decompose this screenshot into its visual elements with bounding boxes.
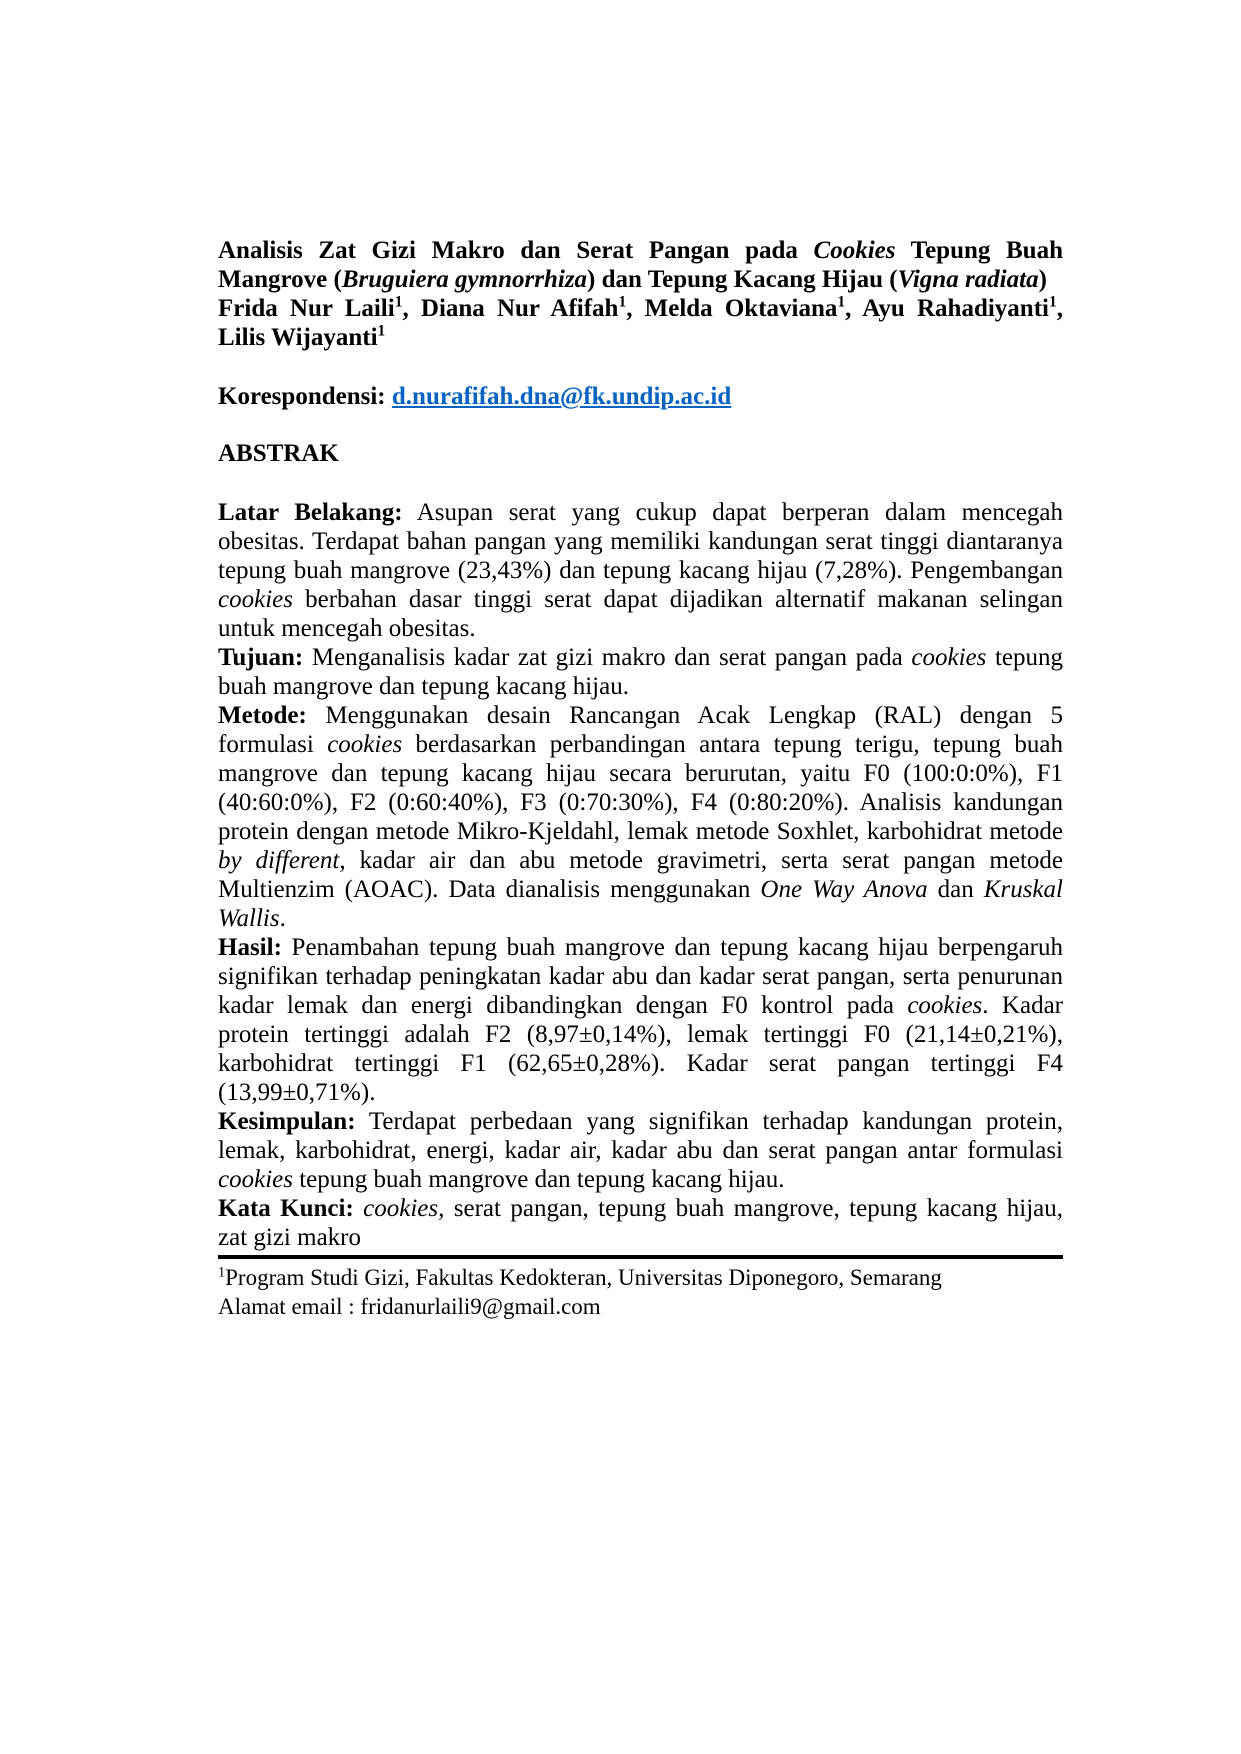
text-run: Asupan serat yang cukup dapat berperan dalam mencegah obesitas. Terdapat bahan pangan yang memiliki kandungan serat tinggi diantaranya tepung buah mangrove (23,43%) dan tepung kacang hijau (7,28%). Pengembangan	[218, 499, 1063, 584]
text-run: 1	[377, 322, 386, 340]
text-run: Latar Belakang:	[218, 499, 403, 526]
content-column	[218, 236, 1063, 1321]
abstract-heading: ABSTRAK	[218, 440, 339, 467]
correspondence-email-link[interactable]: d.nurafifah.dna@fk.undip.ac.id	[391, 383, 732, 410]
text-run: cookies	[907, 992, 983, 1019]
section-tujuan	[218, 643, 1063, 701]
text-run: )	[1038, 266, 1047, 293]
text-run: tepung buah mangrove dan tepung kacang hijau.	[218, 644, 1063, 700]
section-metode	[218, 701, 1063, 933]
text-run: by different	[218, 847, 340, 874]
text-run: 1	[394, 293, 403, 311]
section-kata-kunci	[218, 1194, 1063, 1252]
text-run: berdasarkan perbandingan antara tepung terigu, tepung buah mangrove dan tepung kacang hijau secara berurutan, yaitu F0 (100:0:0%), F1 (40:60:0%), F2 (0:60:40%), F3 (0:70:30%), F4 (0:80:20%). Analisis kandungan protein dengan metode Mikro-Kjeldahl, lemak metode Soxhlet, karbohidrat metode	[218, 731, 1063, 845]
text-run: , kadar air dan abu metode gravimetri, serta serat pangan metode Multienzim (AOAC). Data dianalisis menggunakan	[218, 847, 1064, 903]
text-run: Analisis Zat Gizi Makro dan Serat Pangan pada	[218, 237, 814, 264]
text-run: , Diana Nur Afifah	[402, 295, 619, 322]
text-run: cookies,	[363, 1195, 445, 1222]
text-run: . Kadar protein tertinggi adalah F2 (8,97±0,14%), lemak tertinggi F0 (21,14±0,21%), karbohidrat tertinggi F1 (62,65±0,28%). Kadar serat pangan tertinggi F4 (13,99±0,71%).	[218, 992, 1063, 1106]
text-run: Bruguiera gymnorrhiza	[341, 266, 588, 293]
text-run: 1	[618, 293, 627, 311]
authors-line	[218, 294, 1063, 352]
text-run: , Melda Oktaviana	[626, 295, 838, 322]
text-run: 1	[837, 293, 846, 311]
footnote-block	[218, 1263, 1063, 1321]
contact-email-line: Alamat email : fridanurlaili9@gmail.com	[218, 1294, 601, 1319]
text-run: tepung buah mangrove dan tepung kacang hijau.	[292, 1166, 785, 1193]
text-run: cookies	[218, 1166, 293, 1193]
correspondence-line	[218, 382, 1063, 411]
footnote-divider	[218, 1255, 1063, 1259]
text-run: cookies	[218, 586, 293, 613]
text-run: Menggunakan desain Rancangan Acak Lengkap (RAL) dengan 5 formulasi	[218, 702, 1063, 758]
text-run: One Way Anova	[760, 876, 928, 903]
text-run: Hasil:	[218, 934, 282, 961]
text-run: serat pangan, tepung buah mangrove, tepung kacang hijau, zat gizi makro	[218, 1195, 1063, 1251]
section-kesimpulan	[218, 1107, 1063, 1194]
text-run: Cookies	[813, 237, 896, 264]
text-run: Kruskal Wallis	[218, 876, 1063, 932]
section-latar-belakang	[218, 498, 1063, 643]
text-run: Kesimpulan:	[218, 1108, 356, 1135]
text-run: cookies	[911, 644, 987, 671]
text-run: , Ayu Rahadiyanti	[845, 295, 1049, 322]
text-run: 1	[1048, 293, 1057, 311]
text-run: Frida Nur Laili	[218, 295, 395, 322]
text-run: Menganalisis kadar zat gizi makro dan serat pangan pada	[303, 644, 912, 671]
affiliation-line	[218, 1263, 1063, 1292]
text-run: Tepung Buah Mangrove (	[218, 237, 1063, 293]
text-run: , Lilis Wijayanti	[218, 295, 1063, 351]
text-run: 1	[218, 1264, 226, 1281]
text-run: Program Studi Gizi, Fakultas Kedokteran, Universitas Diponegoro, Semarang	[225, 1265, 942, 1290]
text-run: Metode:	[218, 702, 307, 729]
section-hasil	[218, 933, 1063, 1107]
text-run: cookies	[327, 731, 403, 758]
paper-title	[218, 236, 1063, 294]
text-run	[354, 1195, 363, 1222]
text-run: Terdapat perbedaan yang signifikan terhadap kandungan protein, lemak, karbohidrat, energi, kadar air, kadar abu dan serat pangan antar formulasi	[218, 1108, 1063, 1164]
text-run: berbahan dasar tinggi serat dapat dijadikan alternatif makanan selingan untuk mencegah obesitas.	[218, 586, 1063, 642]
text-run: .	[279, 905, 286, 932]
text-run: Tujuan:	[218, 644, 304, 671]
text-run: Kata Kunci:	[218, 1195, 354, 1222]
correspondence-label: Korespondensi:	[218, 383, 392, 410]
text-run: Penambahan tepung buah mangrove dan tepung kacang hijau berpengaruh signifikan terhadap peningkatan kadar abu dan kadar serat pangan, serta penurunan kadar lemak dan energi dibandingkan dengan F0 kontrol pada	[218, 934, 1063, 1019]
text-run: dan	[927, 876, 984, 903]
text-run: Vigna radiata	[897, 266, 1039, 293]
text-run: ) dan Tepung Kacang Hijau (	[587, 266, 898, 293]
